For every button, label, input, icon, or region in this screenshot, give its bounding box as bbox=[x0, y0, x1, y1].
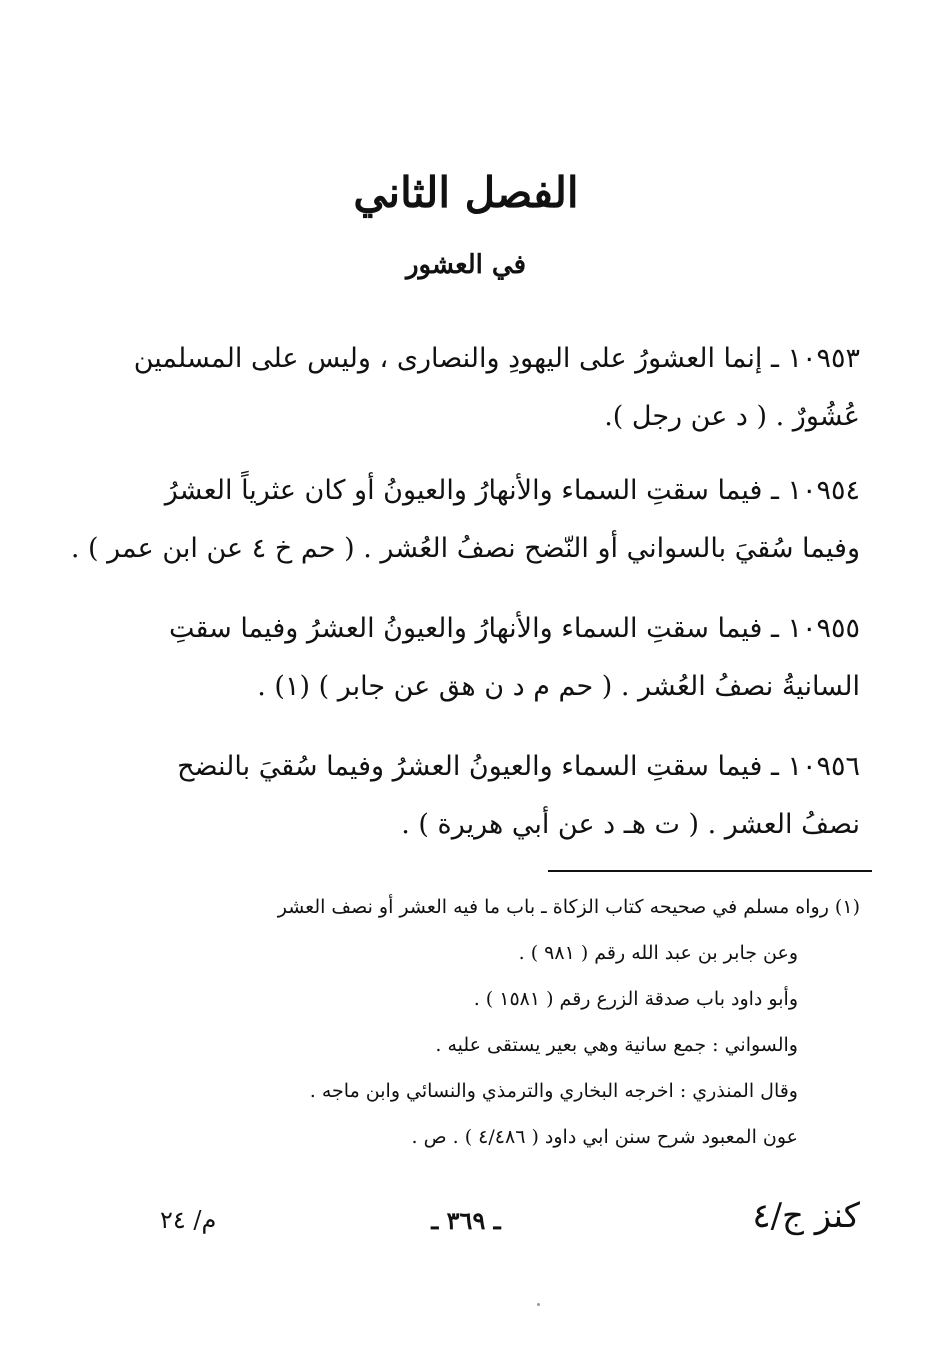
footnotes bbox=[160, 884, 860, 1160]
hadith-line: عُشُورٌ . ( د عن رجل ). bbox=[604, 401, 860, 432]
hadith-line: نصفُ العشر . ( ت هـ د عن أبي هريرة ) . bbox=[401, 809, 860, 840]
hadith-entry bbox=[133, 330, 860, 446]
chapter-subtitle: في العشور bbox=[405, 250, 527, 280]
footnote-line: عون المعبود شرح سنن ابي داود ( ٤/٤٨٦ ) . ص . bbox=[411, 1126, 798, 1148]
hadith-line: ١٠٩٥٦ ـ فيما سقتِ السماء والعيونُ العشرُ وفيما سُقيَ بالنضح bbox=[177, 751, 860, 782]
hadith-line: وفيما سُقيَ بالسواني أو النّضح نصفُ العُشر . ( حم خ ٤ عن ابن عمر ) . bbox=[70, 533, 860, 564]
scan-speck bbox=[537, 1303, 540, 1306]
footnote-line: وأبو داود باب صدقة الزرع رقم ( ١٥٨١ ) . bbox=[473, 988, 798, 1010]
signature-mark-left: م/ ٢٤ bbox=[160, 1206, 217, 1234]
hadith-line: ١٠٩٥٤ ـ فيما سقتِ السماء والأنهارُ والعيونُ أو كان عثرياً العشرُ bbox=[164, 475, 860, 506]
page-number: ـ ٣٦٩ ـ bbox=[431, 1206, 501, 1235]
chapter-title: الفصل الثاني bbox=[353, 168, 579, 217]
page-footer bbox=[0, 1196, 932, 1246]
hadith-entry bbox=[160, 600, 860, 716]
footnote-line: وعن جابر بن عبد الله رقم ( ٩٨١ ) . bbox=[518, 942, 798, 964]
footnote-line: والسواني : جمع سانية وهي بعير يستقى عليه . bbox=[435, 1034, 798, 1056]
footnote-line: وقال المنذري : اخرجه البخاري والترمذي والنسائي وابن ماجه . bbox=[309, 1080, 798, 1102]
hadith-entry bbox=[160, 738, 860, 854]
hadith-line: ١٠٩٥٥ ـ فيما سقتِ السماء والأنهارُ والعيونُ العشرُ وفيما سقتِ bbox=[168, 613, 860, 644]
hadith-line: ١٠٩٥٣ ـ إنما العشورُ على اليهودِ والنصارى ، وليس على المسلمين bbox=[133, 343, 860, 374]
signature-mark-right: كنز ج/٤ bbox=[752, 1196, 860, 1236]
hadith-entry bbox=[70, 462, 860, 578]
footnote-divider bbox=[548, 870, 872, 872]
footnote-line: (١) رواه مسلم في صحيحه كتاب الزكاة ـ باب ما فيه العشر أو نصف العشر bbox=[277, 896, 860, 918]
hadith-line: السانيةُ نصفُ العُشر . ( حم م د ن هق عن جابر ) (١) . bbox=[257, 671, 860, 702]
